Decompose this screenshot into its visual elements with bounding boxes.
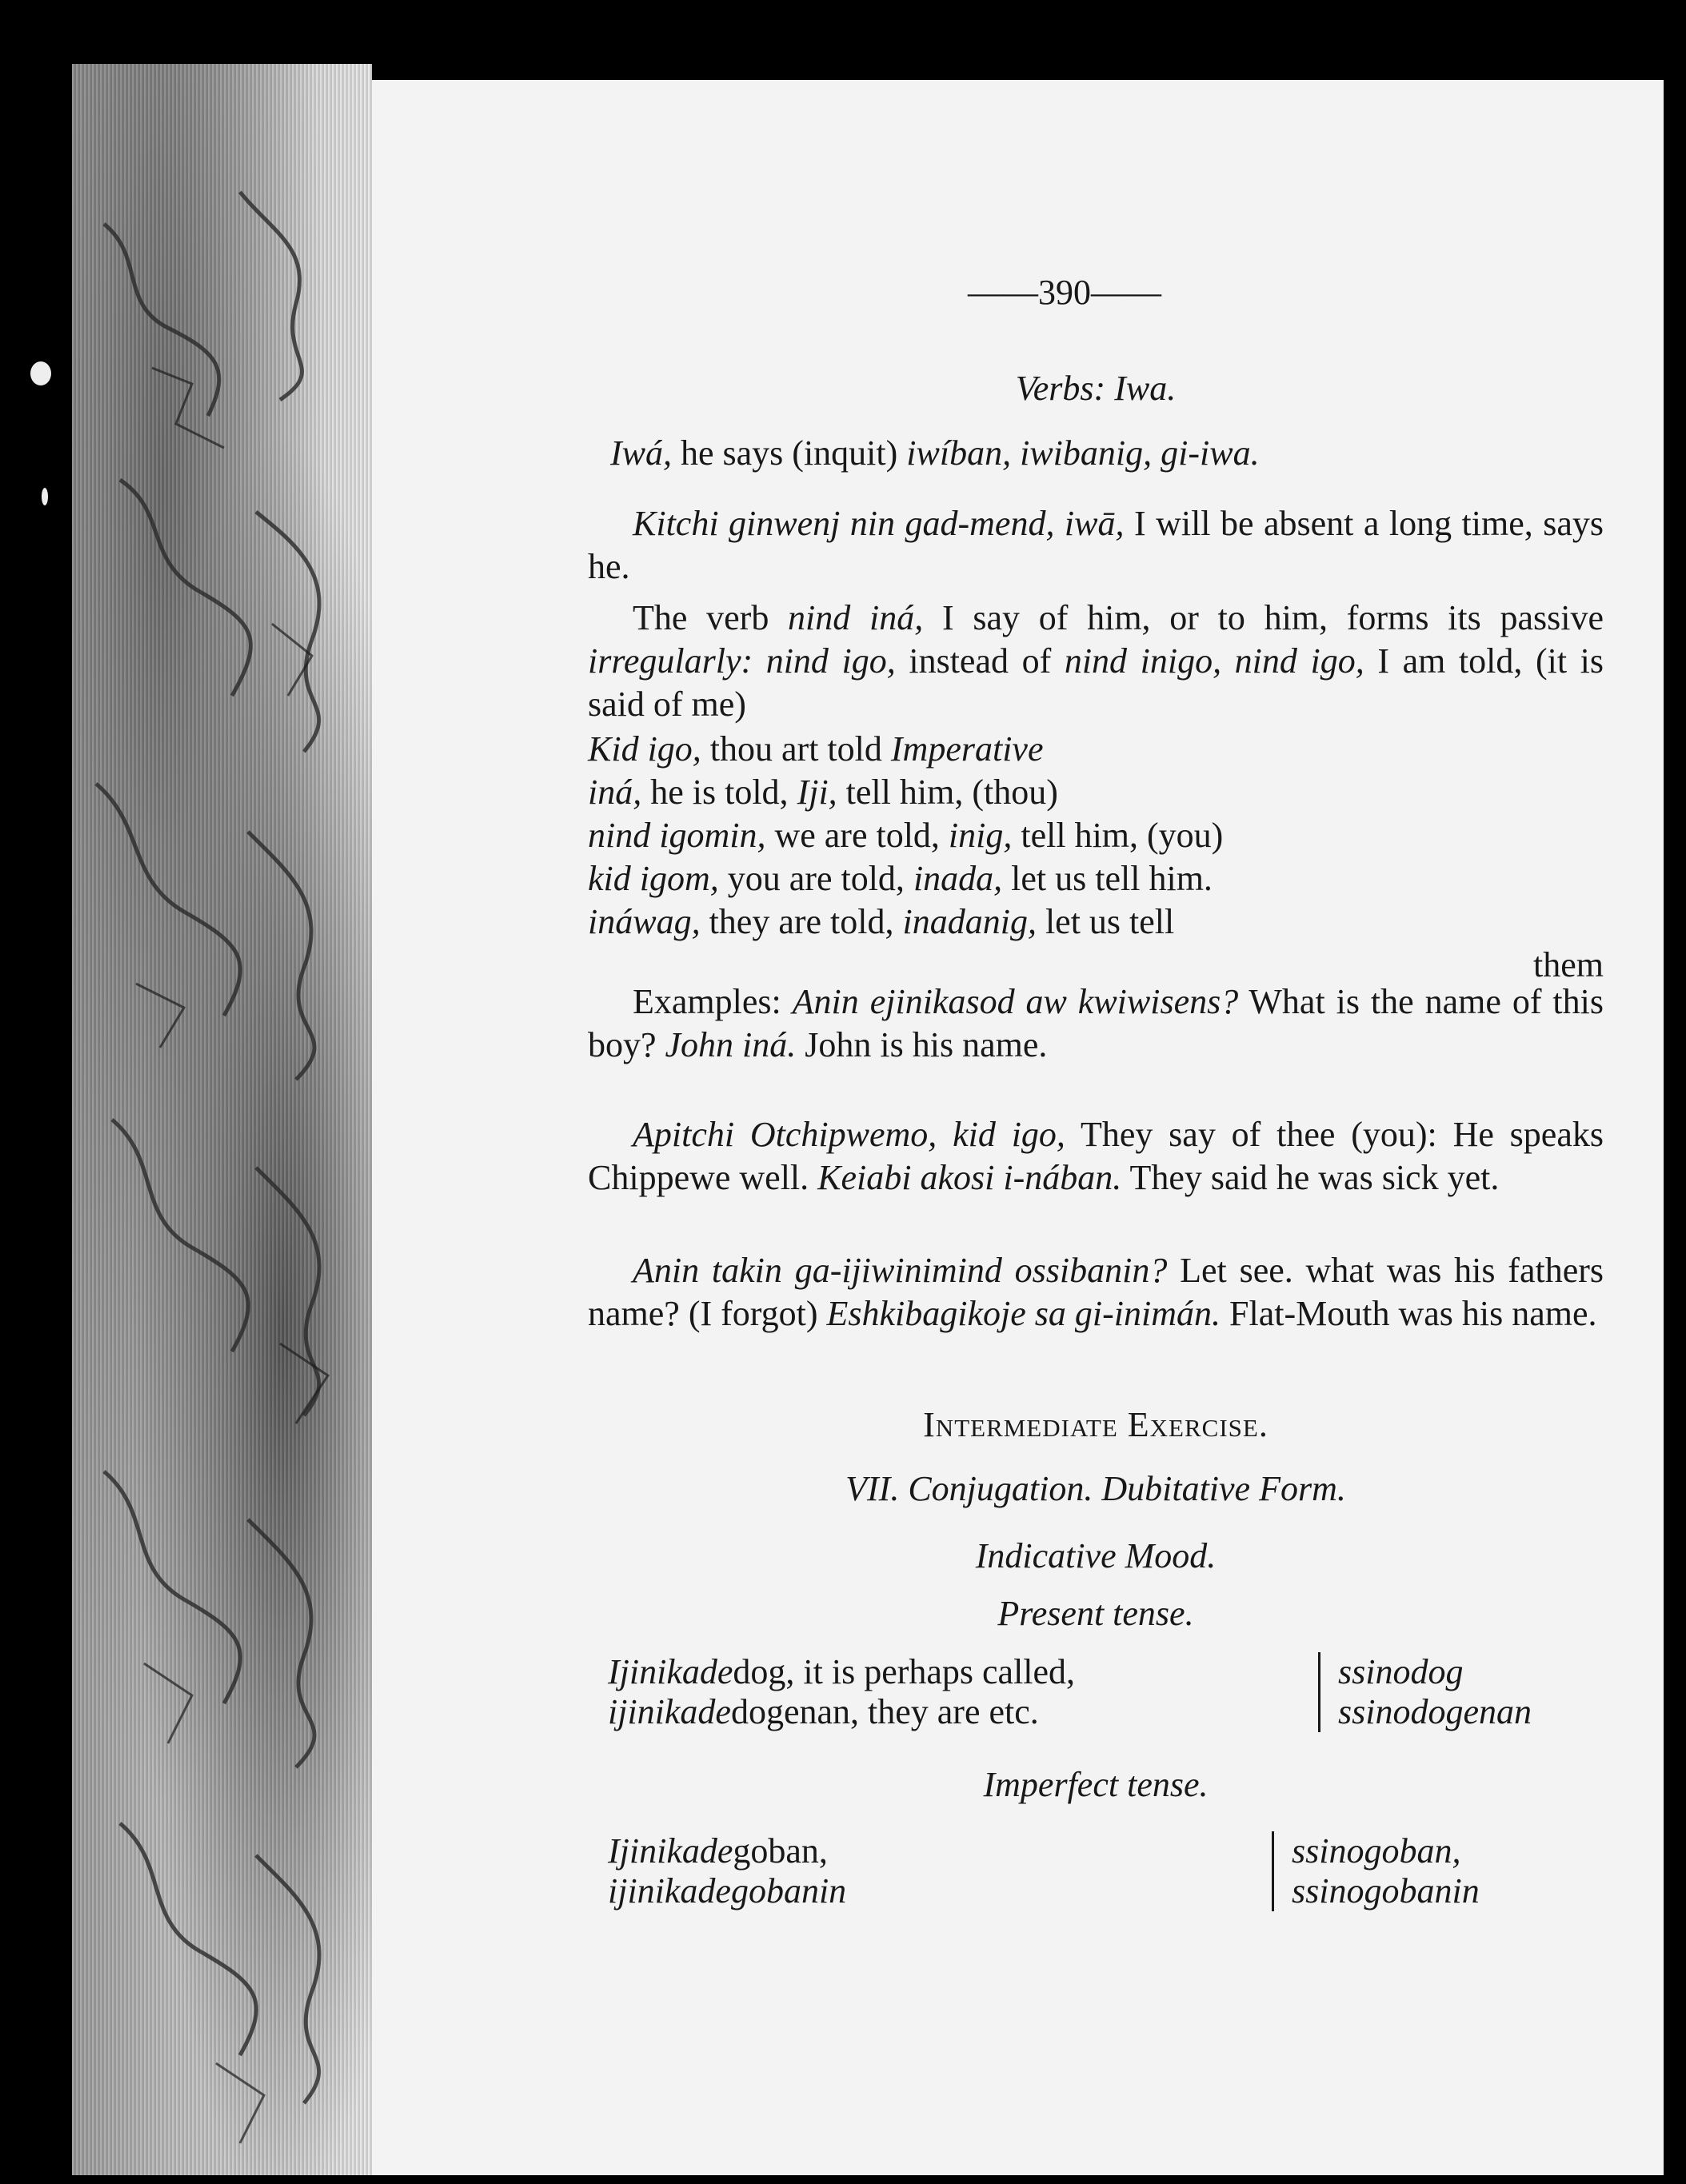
paragraph-kitchi bbox=[588, 502, 1604, 589]
book-page-edges bbox=[72, 64, 372, 2175]
imperfect-tense-table bbox=[608, 1831, 1600, 1919]
conjugation-lines bbox=[588, 728, 1604, 987]
conj-line bbox=[588, 728, 1604, 771]
present-stem: Ijinikade bbox=[608, 1652, 733, 1691]
examples-paragraph-1 bbox=[588, 980, 1604, 1067]
examples-paragraph-2 bbox=[588, 1113, 1604, 1200]
present-ending: ssinodog bbox=[1338, 1652, 1464, 1691]
paragraph-verb-italic-3: nind inigo, nind igo, bbox=[1064, 641, 1364, 681]
paragraph-kitchi-text: I will be absent a long time, says he. bbox=[588, 504, 1604, 586]
paragraph-iwa bbox=[588, 432, 1604, 475]
examples-italic: Anin takin ga-ijiwinimind ossibanin? bbox=[633, 1251, 1168, 1290]
imperfect-stem: ijinikadegobanin bbox=[608, 1871, 847, 1911]
examples-text: John is his name. bbox=[796, 1025, 1048, 1064]
examples-paragraph-3 bbox=[588, 1249, 1604, 1336]
examples-italic: Eshkibagikoje sa gi-inimán. bbox=[826, 1294, 1221, 1333]
conj-imperative-gloss: tell him, (thou) bbox=[837, 773, 1058, 812]
examples-text: They say of thee (you): He speaks Chippewe well. bbox=[588, 1115, 1604, 1197]
imperfect-ending: ssinogobanin bbox=[1292, 1871, 1480, 1911]
present-gloss: dog, it is perhaps called, bbox=[733, 1652, 1076, 1691]
conj-imperative: Imperative bbox=[890, 729, 1044, 769]
paragraph-verb-text-4: I am told, (it is said of me) bbox=[588, 641, 1604, 724]
conj-passive-gloss: they are told, bbox=[700, 902, 903, 941]
conj-line bbox=[588, 814, 1604, 857]
marbled-edge-pattern bbox=[72, 64, 372, 2175]
imperfect-row bbox=[608, 1871, 846, 1911]
imperfect-ending: ssinogoban, bbox=[1292, 1831, 1461, 1871]
present-left-column bbox=[608, 1652, 1075, 1732]
examples-italic: John iná. bbox=[665, 1025, 797, 1064]
conj-passive: iná, bbox=[588, 773, 642, 812]
paragraph-verb-text-2: I say of him, or to him, forms its passive bbox=[923, 598, 1604, 637]
conj-passive: ináwag, bbox=[588, 902, 701, 941]
conj-passive-gloss: thou art told bbox=[701, 729, 891, 769]
imperfect-stem: Ijinikade bbox=[608, 1831, 733, 1871]
imperfect-right-column bbox=[1272, 1831, 1480, 1911]
scan-speck bbox=[30, 361, 51, 385]
present-row bbox=[608, 1692, 1075, 1732]
imperfect-left-column bbox=[608, 1831, 846, 1911]
conj-line bbox=[588, 857, 1604, 900]
paragraph-verb-text-1: The verb bbox=[633, 598, 789, 637]
examples-text: Flat-Mouth was his name. bbox=[1221, 1294, 1597, 1333]
paragraph-verb-italic-2: irregularly: nind igo, bbox=[588, 641, 896, 681]
conj-passive-gloss: you are told, bbox=[718, 859, 913, 898]
present-tense-table bbox=[608, 1652, 1600, 1740]
conj-imperative: inadanig, bbox=[902, 902, 1037, 941]
paragraph-verb-italic-1: nind iná, bbox=[788, 598, 924, 637]
conj-line bbox=[588, 771, 1604, 814]
paragraph-iwa-italic: Iwá, bbox=[610, 433, 672, 473]
examples-italic: Keiabi akosi i-nában. bbox=[817, 1158, 1122, 1197]
conj-imperative-gloss: let us tell him. bbox=[1002, 859, 1213, 898]
conj-imperative: Iji, bbox=[797, 773, 837, 812]
examples-italic: Anin ejinikasod aw kwiwisens? bbox=[792, 982, 1239, 1021]
paragraph-verb-text-3: instead of bbox=[895, 641, 1065, 681]
paragraph-kitchi-italic: Kitchi ginwenj nin gad-mend, iwā, bbox=[633, 504, 1125, 543]
paragraph-iwa-text: he says (inquit) bbox=[672, 433, 907, 473]
conj-passive: Kid igo, bbox=[588, 729, 701, 769]
present-ending: ssinodogenan bbox=[1338, 1692, 1532, 1731]
present-right-column bbox=[1318, 1652, 1532, 1732]
conj-line-tail: them bbox=[1533, 945, 1604, 984]
imperfect-tense-heading: Imperfect tense. bbox=[983, 1765, 1209, 1804]
paragraph-verb bbox=[588, 597, 1604, 726]
present-row bbox=[608, 1652, 1075, 1692]
conj-passive: kid igom, bbox=[588, 859, 719, 898]
present-gloss: dogenan, they are etc. bbox=[730, 1692, 1039, 1731]
paragraph-iwa-italic-2: iwíban, iwibanig, gi-iwa. bbox=[906, 433, 1260, 473]
examples-label: Examples: bbox=[633, 982, 793, 1021]
conj-imperative: inada, bbox=[913, 859, 1003, 898]
scan-speck bbox=[42, 488, 48, 505]
conjugation-heading: VII. Conjugation. Dubitative Form. bbox=[845, 1469, 1346, 1508]
examples-text: Let see. what was his fathers name? (I forgot) bbox=[588, 1251, 1604, 1333]
exercise-heading: Intermediate Exercise. bbox=[923, 1405, 1268, 1444]
section-title: Verbs: Iwa. bbox=[1015, 369, 1177, 408]
page-number: ——390—— bbox=[968, 273, 1161, 312]
present-stem: ijinikade bbox=[608, 1692, 731, 1731]
conj-imperative-gloss: tell him, (you) bbox=[1012, 816, 1224, 855]
examples-text: They said he was sick yet. bbox=[1121, 1158, 1500, 1197]
mood-heading: Indicative Mood. bbox=[975, 1536, 1217, 1575]
conj-imperative-gloss: let us tell bbox=[1036, 902, 1175, 941]
examples-text: What is the name of this boy? bbox=[588, 982, 1604, 1064]
imperfect-row bbox=[608, 1831, 846, 1871]
conj-line bbox=[588, 900, 1604, 944]
conj-imperative: inig, bbox=[948, 816, 1013, 855]
conj-passive: nind igomin, bbox=[588, 816, 766, 855]
imperfect-suffix: goban, bbox=[733, 1831, 828, 1871]
examples-italic: Apitchi Otchipwemo, kid igo, bbox=[633, 1115, 1065, 1154]
present-tense-heading: Present tense. bbox=[997, 1594, 1194, 1633]
conj-passive-gloss: he is told, bbox=[641, 773, 797, 812]
conj-passive-gloss: we are told, bbox=[765, 816, 949, 855]
